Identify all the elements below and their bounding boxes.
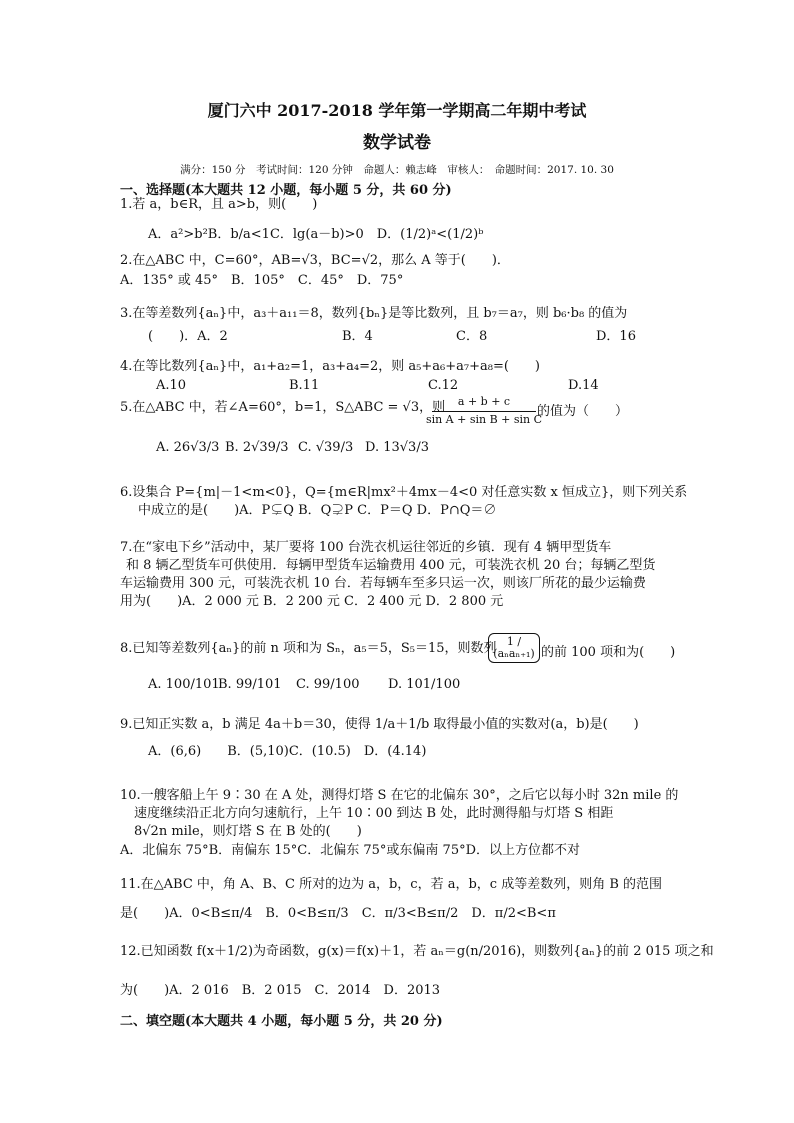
question-5-stem: 5.在△ABC 中，若∠A=60°，b=1，S△ABC = √3，则 bbox=[120, 400, 446, 415]
question-5-numerator: a + b + c bbox=[457, 395, 511, 408]
question-6-line-2: 中成立的是( )A．P⊊Q B．Q⊋P C．P＝Q D．P∩Q＝∅ bbox=[138, 503, 497, 518]
question-3-option-b: B．4 bbox=[342, 329, 373, 344]
question-1-stem: 1.若 a，b∈R，且 a>b，则( ) bbox=[120, 197, 318, 212]
question-5-option-c: C. √39/3 bbox=[298, 440, 354, 455]
question-2-stem: 2.在△ABC 中，C=60°，AB=√3，BC=√2，那么 A 等于( )． bbox=[120, 253, 510, 268]
question-4-stem: 4.在等比数列{aₙ}中，a₁+a₂=1，a₃+a₄=2，则 a₅+a₆+a₇+a₈=( ) bbox=[120, 359, 540, 374]
question-7-line-3: 车运输费用 300 元，可装洗衣机 10 台．若每辆车至多只运一次，则该厂所花的最少运输费 bbox=[120, 576, 646, 591]
question-9-stem: 9.已知正实数 a，b 满足 4a＋b＝30，使得 1/a＋1/b 取得最小值的实数对(a，b)是( ) bbox=[120, 717, 639, 732]
question-8-option-c: C. 99/100 bbox=[296, 677, 360, 692]
question-5-tail: 的值为（ ） bbox=[537, 404, 629, 419]
question-10-line-1: 10.一艘客船上午 9∶30 在 A 处，测得灯塔 S 在它的北偏东 30°，之后它以每小时 32n mile 的 bbox=[120, 788, 679, 803]
question-12-line-1: 12.已知函数 f(x＋1/2)为奇函数，g(x)＝f(x)＋1，若 aₙ＝g(n/2016)，则数列{aₙ}的前 2 015 项之和 bbox=[120, 944, 714, 959]
section-fill-heading: 二、填空题(本大题共 4 小题，每小题 5 分，共 20 分) bbox=[120, 1014, 443, 1029]
question-1-options: A．a²>b²B．b/a<1C．lg(a－b)>0 D．(1/2)ᵃ<(1/2)ᵇ bbox=[148, 227, 484, 242]
exam-subtitle: 数学试卷 bbox=[363, 133, 431, 153]
question-8-tail: 的前 100 项和为( ) bbox=[541, 645, 676, 660]
question-7-line-4: 用为( )A．2 000 元 B．2 200 元 C．2 400 元 D．2 800 元 bbox=[120, 594, 504, 609]
question-5-option-d: D. 13√3/3 bbox=[365, 440, 429, 455]
question-5-option-a: A. 26√3/3 bbox=[156, 440, 220, 455]
question-3-option-d: D．16 bbox=[596, 329, 636, 344]
question-5-option-b: B. 2√39/3 bbox=[225, 440, 289, 455]
question-7-line-1: 7.在“家电下乡”活动中，某厂要将 100 台洗衣机运往邻近的乡镇．现有 4 辆甲型货车 bbox=[120, 540, 612, 555]
question-4-option-a: A.10 bbox=[156, 378, 187, 393]
question-9-options: A．(6,6) B．(5,10)C．(10.5) D．(4.14) bbox=[148, 744, 427, 759]
question-11-options: 是( )A．0<B≤π/4 B．0<B≤π/3 C．π/3<B≤π/2 D．π/2<B<π bbox=[120, 906, 556, 921]
question-8-sequence-fraction: 1 / (aₙaₙ₊₁) bbox=[488, 633, 540, 663]
question-3-option-a: ( )．A．2 bbox=[148, 329, 228, 344]
question-8-option-d: D. 101/100 bbox=[388, 677, 461, 692]
exam-meta: 满分：150 分 考试时间：120 分钟 命题人：赖志峰 审核人： 命题时间：2017. 10. 30 bbox=[180, 164, 614, 176]
question-10-line-2: 速度继续沿正北方向匀速航行，上午 10∶00 到达 B 处，此时测得船与灯塔 S 相距 bbox=[134, 806, 614, 821]
question-12-options: 为( )A．2 016 B．2 015 C．2014 D．2013 bbox=[120, 983, 441, 998]
question-8-option-a: A. 100/101 bbox=[148, 677, 220, 692]
question-3-option-c: C．8 bbox=[456, 329, 488, 344]
question-7-line-2: 和 8 辆乙型货车可供使用．每辆甲型货车运输费用 400 元，可装洗衣机 20 台；每辆乙型货 bbox=[126, 558, 656, 573]
section-choice-heading: 一、选择题(本大题共 12 小题，每小题 5 分，共 60 分) bbox=[120, 183, 452, 198]
question-6-line-1: 6.设集合 P={m|－1<m<0}，Q={m∈R|mx²＋4mx－4<0 对任意实数 x 恒成立}，则下列关系 bbox=[120, 485, 688, 500]
question-4-option-c: C.12 bbox=[428, 378, 459, 393]
question-5-fraction-bar bbox=[432, 411, 536, 412]
question-10-options: A．北偏东 75°B．南偏东 15°C．北偏东 75°或东偏南 75°D．以上方位都不对 bbox=[120, 843, 581, 858]
question-4-option-d: D.14 bbox=[568, 378, 599, 393]
question-5-denominator: sin A + sin B + sin C bbox=[425, 413, 543, 426]
question-2-options: A．135° 或 45° B．105° C．45° D．75° bbox=[120, 273, 404, 288]
question-4-option-b: B.11 bbox=[289, 378, 320, 393]
question-8-option-b: B. 99/101 bbox=[218, 677, 282, 692]
question-8-stem: 8.已知等差数列{aₙ}的前 n 项和为 Sₙ，a₅＝5，S₅＝15，则数列 bbox=[120, 641, 497, 656]
question-11-line-1: 11.在△ABC 中，角 A、B、C 所对的边为 a，b，c，若 a，b，c 成等差数列，则角 B 的范围 bbox=[120, 877, 663, 892]
question-3-line-1: 3.在等差数列{aₙ}中，a₃＋a₁₁＝8，数列{bₙ}是等比数列，且 b₇＝a₇，则 b₆·b₈ 的值为 bbox=[120, 306, 628, 321]
question-10-line-3: 8√2n mile，则灯塔 S 在 B 处的( ) bbox=[134, 824, 362, 839]
exam-title: 厦门六中 2017-2018 学年第一学期高二年期中考试 bbox=[207, 101, 587, 120]
